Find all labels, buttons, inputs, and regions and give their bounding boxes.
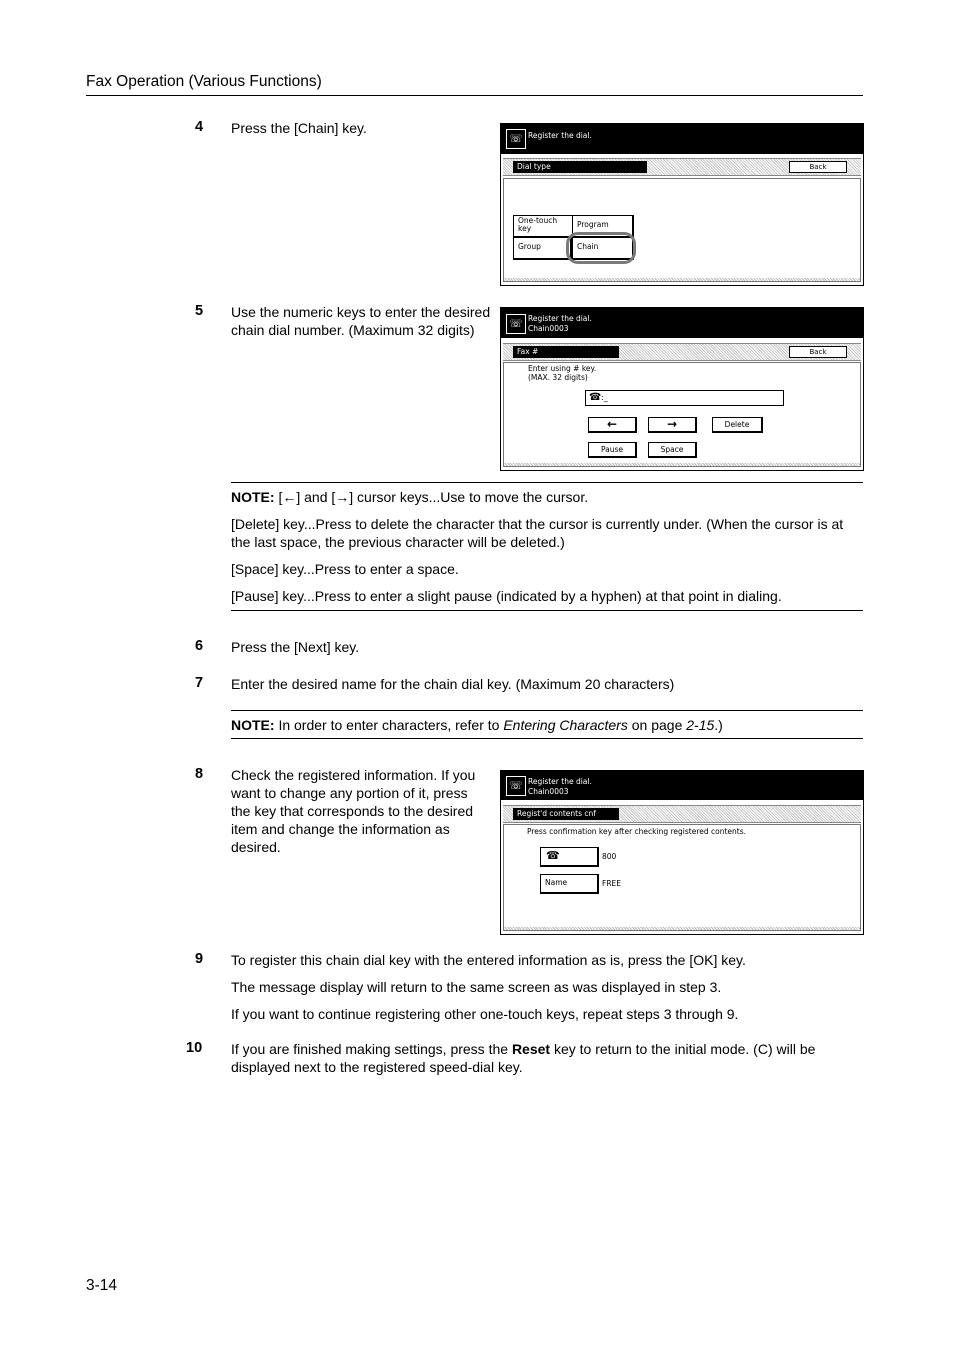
step-8-number: 8 <box>195 766 204 782</box>
panel-titlebar <box>501 124 863 154</box>
panel-tabbar <box>503 805 861 823</box>
tab-dial-type[interactable]: Dial type <box>513 161 647 173</box>
note2-text-b: on page <box>627 717 687 733</box>
step-4-number: 4 <box>195 119 204 135</box>
back-button[interactable]: Back <box>789 161 847 173</box>
page-number: 3-14 <box>86 1277 118 1294</box>
note2-text-c: .) <box>714 717 723 733</box>
step-9-extra2: If you want to continue registering other one-touch keys, repeat steps 3 through 9. <box>231 1006 739 1022</box>
fax-icon: ☏ <box>506 776 526 796</box>
chain-highlight-circle <box>566 232 636 264</box>
panel-dial-type <box>500 123 864 286</box>
panel-tabbar <box>503 158 861 176</box>
name-value: FREE <box>602 879 622 888</box>
panel-bottom-hatch <box>504 278 860 281</box>
header-rule <box>86 95 863 96</box>
note2-top-rule <box>231 710 863 711</box>
note1-line1 <box>231 488 863 506</box>
cursor-left-button[interactable]: ← <box>588 417 637 433</box>
panel-body <box>503 362 861 467</box>
phone-icon: ☎ <box>589 392 602 403</box>
name-confirm-button[interactable]: Name <box>540 874 599 894</box>
panel-body <box>503 178 861 282</box>
step-7-text: Enter the desired name for the chain dial key. (Maximum 20 characters) <box>231 676 675 692</box>
note1-bottom-rule <box>231 610 863 611</box>
step-10-text-b: key to return to the initial mode. (C) will be displayed next to the registered speed-dial key. <box>231 1041 816 1075</box>
step-6-text: Press the [Next] key. <box>231 639 360 655</box>
step-9-extra1: The message display will return to the same screen as was displayed in step 3. <box>231 979 722 995</box>
fax-number-confirm-button[interactable] <box>540 847 599 867</box>
panel-fax-number <box>500 307 864 471</box>
header-title: Fax Operation (Various Functions) <box>86 73 322 90</box>
group-button[interactable]: Group <box>513 237 572 260</box>
note1-line4: [Pause] key...Press to enter a slight pause (indicated by a hyphen) at that point in dialing. <box>231 588 782 604</box>
program-button[interactable]: Program <box>572 215 634 238</box>
note1-label: NOTE: <box>231 489 275 505</box>
step-5-number: 5 <box>195 303 204 319</box>
step-9-number: 9 <box>195 951 204 967</box>
panel-subtitle: Chain0003 <box>528 787 569 796</box>
cursor-right-button[interactable]: → <box>648 417 697 433</box>
fax-number-input[interactable] <box>585 390 784 406</box>
panel-body <box>503 824 861 931</box>
note1-line2: [Delete] key...Press to delete the character that the cursor is currently under. (When the cursor is at the last space, the previous character will be deleted.) <box>231 516 844 550</box>
input-value: :_ <box>601 393 608 402</box>
step-4-text: Press the [Chain] key. <box>231 120 367 136</box>
note2-bottom-rule <box>231 738 863 739</box>
back-button[interactable]: Back <box>789 346 847 358</box>
panel-title: Register the dial. <box>528 777 592 786</box>
phone-icon: ☎ <box>546 849 560 862</box>
space-button[interactable]: Space <box>648 442 697 458</box>
delete-button[interactable]: Delete <box>712 417 763 433</box>
panel-title: Register the dial. <box>528 131 592 140</box>
instruction-text: Press confirmation key after checking registered contents. <box>527 827 747 836</box>
pause-button[interactable]: Pause <box>588 442 637 458</box>
panel-bottom-hatch <box>504 927 860 930</box>
note1-line3: [Space] key...Press to enter a space. <box>231 561 459 577</box>
note2-page-ref: 2-15 <box>686 717 715 733</box>
note2-label: NOTE: <box>231 717 275 733</box>
tab-fax-number[interactable]: Fax # <box>513 346 619 358</box>
step-8-text: Check the registered information. If you want to change any portion of it, press the key that corresponds to the desired item and change the information as desired. <box>231 767 476 855</box>
note1-line1-text: [←] and [→] cursor keys...Use to move the cursor. <box>274 489 589 505</box>
note2 <box>231 716 863 734</box>
one-touch-key-button[interactable]: One-touch key <box>513 215 575 238</box>
panel-titlebar <box>501 308 863 338</box>
instruction-max: (MAX. 32 digits) <box>528 373 588 382</box>
chain-button[interactable]: Chain <box>572 237 634 260</box>
note2-text-a: In order to enter characters, refer to <box>274 717 504 733</box>
panel-registered-contents <box>500 770 864 935</box>
fax-number-value: 800 <box>602 852 617 861</box>
fax-icon: ☏ <box>506 314 526 334</box>
panel-tabbar <box>503 343 861 361</box>
step-10-number: 10 <box>186 1040 203 1056</box>
step-10-text <box>231 1040 851 1076</box>
note2-link-title: Entering Characters <box>503 717 628 733</box>
step-10-text-a: If you are finished making settings, press the <box>231 1041 512 1057</box>
note1-top-rule <box>231 482 863 483</box>
panel-title: Register the dial. <box>528 314 592 323</box>
panel-subtitle: Chain0003 <box>528 324 569 333</box>
reset-key-label: Reset <box>511 1041 551 1057</box>
step-5-text: Use the numeric keys to enter the desired chain dial number. (Maximum 32 digits) <box>231 304 491 338</box>
tab-registered-contents[interactable]: Regist'd contents cnf <box>513 808 619 820</box>
instruction-text: Enter using # key. <box>528 364 597 373</box>
step-9-text: To register this chain dial key with the entered information as is, press the [OK] key. <box>231 952 746 968</box>
step-6-number: 6 <box>195 638 204 654</box>
fax-icon: ☏ <box>506 129 526 149</box>
panel-titlebar <box>501 771 863 800</box>
panel-bottom-hatch <box>504 463 860 466</box>
step-7-number: 7 <box>195 675 204 691</box>
